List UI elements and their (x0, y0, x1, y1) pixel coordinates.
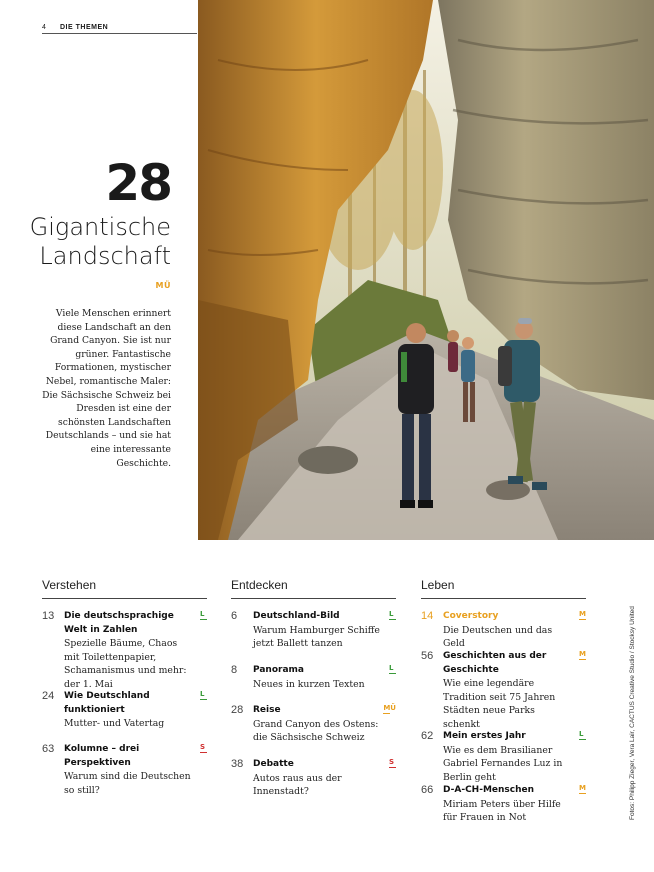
hero-photo (198, 0, 654, 540)
entry-title: Reise (253, 705, 281, 715)
level-badge-text: MÜ (155, 281, 171, 290)
entry-page: 14 (421, 610, 434, 622)
feature-title (30, 213, 171, 271)
column-heading: Verstehen (42, 578, 207, 599)
level-badge: M (579, 610, 586, 618)
entry-page: 8 (231, 664, 238, 676)
entry-page: 66 (421, 784, 434, 796)
entry-description: Grand Canyon des Ostens: die Sächsische Schweiz (253, 718, 379, 743)
entry-title: Kolumne – drei Perspektiven (64, 744, 140, 768)
entry-description: Spezielle Bäume, Chaos mit Toilettenpapier, Schamanismus und mehr: der 1. Mai (64, 638, 187, 690)
feature-title-line1: Gigantische (29, 213, 171, 241)
entry-title: Geschichten aus der Geschichte (443, 651, 547, 675)
level-badge: S (200, 743, 206, 751)
feature-page-number: 28 (105, 154, 171, 212)
column-verstehen (42, 578, 207, 796)
entry-description: Autos raus aus der Innenstadt? (253, 772, 342, 797)
entry-title: Die deutschsprachige Welt in Zahlen (64, 611, 174, 635)
entry-description: Wie eine legendäre Tradition seit 75 Jahren Städten neue Parks schenkt (443, 678, 556, 730)
page-number: 4 (42, 24, 46, 31)
entry-title: Deutschland-Bild (253, 611, 340, 621)
entry-description: Wie es dem Brasilianer Gabriel Fernandes Luz in Berlin geht (443, 744, 563, 783)
entry-page: 56 (421, 650, 434, 662)
entry-description: Die Deutschen und das Geld (443, 624, 553, 649)
column-heading: Entdecken (231, 578, 396, 599)
feature-level-badge (156, 281, 171, 290)
entry-title: Mein erstes Jahr (443, 731, 526, 741)
entry-description: Neues in kurzen Texten (253, 678, 365, 690)
level-badge: S (389, 758, 395, 766)
column-heading: Leben (421, 578, 586, 599)
level-badge: L (200, 690, 207, 700)
entry-page: 63 (42, 743, 55, 755)
entry-title: D-A-CH-Menschen (443, 785, 535, 795)
entry-description: Mutter- und Vatertag (64, 718, 165, 729)
entry-page: 28 (231, 704, 244, 716)
section-name: DIE THEMEN (60, 24, 109, 31)
entry-description: Warum sind die Deutschen so still? (64, 771, 191, 796)
column-leben (421, 578, 586, 823)
feature-title-line2: Landschaft (39, 242, 171, 270)
level-badge: L (579, 730, 586, 740)
level-badge: M (579, 784, 586, 792)
entry-title: Panorama (253, 665, 304, 675)
level-badge: L (200, 610, 207, 620)
entry-page: 24 (42, 690, 55, 702)
entry-title: Wie Deutschland funktioniert (64, 691, 150, 715)
entry-description: Miriam Peters über Hilfe für Frauen in Not (443, 798, 561, 823)
level-badge: M (579, 650, 586, 658)
entry-page: 6 (231, 610, 238, 622)
level-badge: L (389, 664, 396, 674)
entry-page: 38 (231, 758, 244, 770)
entry-title: Coverstory (443, 611, 499, 621)
column-entdecken (231, 578, 396, 797)
entry-page: 13 (42, 610, 55, 622)
level-badge: MÜ (383, 704, 396, 712)
feature-teaser: Viele Menschen erinnert diese Landschaft an den Grand Canyon. Sie ist nur grüner. Fantastische Formationen, mystischer Nebel, romantische Maler: Die Sächsische Schweiz bei Dresden ist eine der schönsten Landschaften Deutschlands – und sie hat eine interessante Geschichte. (42, 308, 171, 469)
entry-title: Debatte (253, 759, 294, 769)
entry-page: 62 (421, 730, 434, 742)
level-badge: L (389, 610, 396, 620)
photo-credit: Fotos: Philipp Zieger, Vera Lair, CACTUS Creative Studio / Stocksy United (629, 606, 636, 820)
entry-description: Warum Hamburger Schiffe jetzt Ballett tanzen (253, 624, 380, 649)
page-header (42, 22, 197, 34)
